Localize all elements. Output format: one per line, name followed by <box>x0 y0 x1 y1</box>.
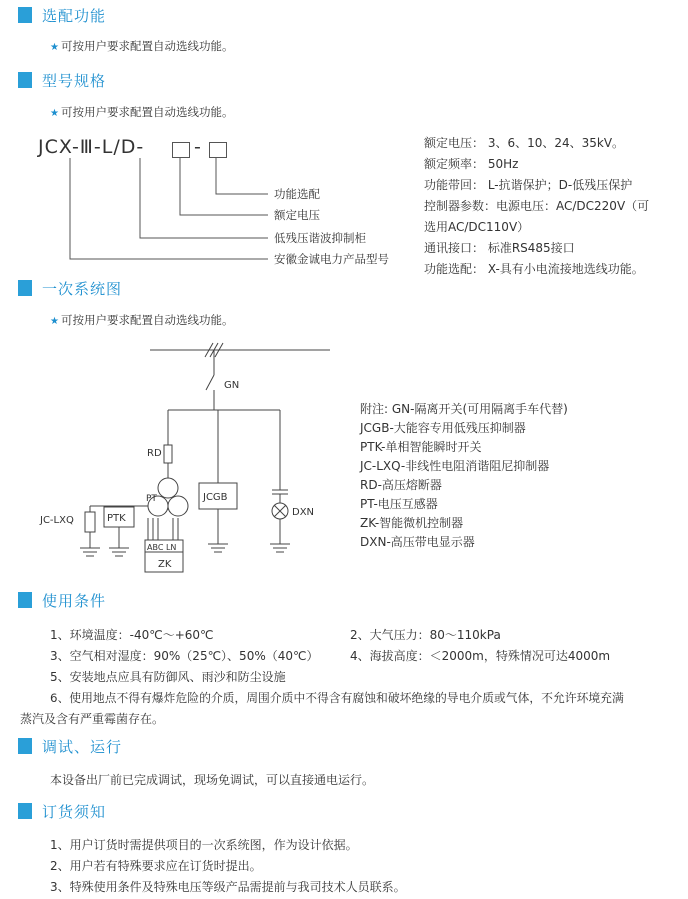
star-icon: ★ <box>50 108 59 119</box>
model-label-cabinet: 低残压谐波抑制柜 <box>274 231 366 245</box>
condition-5: 5、安装地点应具有防御风、雨沙和防尘设施 <box>50 670 286 684</box>
label-dxn: DXN <box>292 507 315 518</box>
section-title-system-diagram: 一次系统图 <box>42 280 123 298</box>
label-zk: ZK <box>158 559 172 570</box>
label-abc-ln: ABC LN <box>147 543 177 552</box>
model-dash: - <box>194 136 202 158</box>
diagram-note <box>50 312 233 328</box>
spec-item: 通讯接口： 标准RS485接口 <box>424 241 575 255</box>
section-title-ordering: 订货须知 <box>42 803 107 821</box>
legend-item: PTK-单相智能瞬时开关 <box>360 440 482 454</box>
label-pt: PT <box>146 494 157 504</box>
legend-item: JCGB-大能容专用低残压抑制器 <box>360 421 526 435</box>
condition-6-cont: 蒸汽及含有严重霉菌存在。 <box>20 712 165 726</box>
diagram-legend <box>360 400 568 552</box>
model-label-voltage: 额定电压 <box>274 208 320 222</box>
section-title-debug: 调试、运行 <box>42 738 123 756</box>
label-ptk: PTK <box>107 513 126 524</box>
system-diagram <box>0 330 360 580</box>
section-title-conditions: 使用条件 <box>42 592 107 610</box>
spec-item: 选用AC/DC110V） <box>424 220 530 234</box>
label-jc-lxq: JC-LXQ <box>40 515 74 526</box>
legend-item: JC-LXQ-非线性电阻消谐阻尼抑制器 <box>360 459 550 473</box>
legend-item: RD-高压熔断器 <box>360 478 442 492</box>
legend-item: DXN-高压带电显示器 <box>360 535 475 549</box>
label-gn: GN <box>224 380 240 391</box>
section-title-options: 选配功能 <box>42 7 107 25</box>
spec-item: 额定频率： 50Hz <box>424 157 519 171</box>
note-text: 可按用户要求配置自动选线功能。 <box>60 105 234 119</box>
label-jcgb: JCGB <box>203 492 228 503</box>
legend-item: ZK-智能微机控制器 <box>360 516 464 530</box>
spec-item: 功能选配： X-具有小电流接地选线功能。 <box>424 262 644 276</box>
note-text: 可按用户要求配置自动选线功能。 <box>60 313 234 327</box>
spec-list <box>424 133 649 280</box>
legend-item: PT-电压互感器 <box>360 497 438 511</box>
section-title-model: 型号规格 <box>42 72 107 90</box>
spec-item: 额定电压： 3、6、10、24、35kV。 <box>424 136 625 150</box>
spec-item: 控制器参数：电源电压：AC/DC220V（可 <box>424 199 650 213</box>
condition-6: 6、使用地点不得有爆炸危险的介质，周围介质中不得含有腐蚀和破坏绝缘的导电介质或气体，不允许环境充满 <box>50 691 624 705</box>
note-text: 可按用户要求配置自动选线功能。 <box>60 39 234 53</box>
model-code: JCX-Ⅲ-L/D- <box>38 136 145 158</box>
section-marker <box>18 280 32 296</box>
section-marker <box>18 803 32 819</box>
star-icon: ★ <box>50 316 59 327</box>
section-marker <box>18 592 32 608</box>
order-item-2: 2、用户若有特殊要求应在订货时提出。 <box>50 859 262 873</box>
order-item-1: 1、用户订货时需提供项目的一次系统图，作为设计依据。 <box>50 838 358 852</box>
condition-1: 1、环境温度：-40℃～+60℃ <box>50 628 214 642</box>
spec-item: 功能带回： L-抗谐保护；D-低残压保护 <box>424 178 633 192</box>
condition-4: 4、海拔高度：＜2000m，特殊情况可达4000m <box>350 649 611 663</box>
condition-2: 2、大气压力：80～110kPa <box>350 628 501 642</box>
label-rd: RD <box>147 448 162 459</box>
star-icon: ★ <box>50 42 59 53</box>
model-label-function: 功能选配 <box>274 187 320 201</box>
debug-text: 本设备出厂前已完成调试，现场免调试，可以直接通电运行。 <box>50 773 375 787</box>
order-item-3: 3、特殊使用条件及特殊电压等级产品需提前与我司技术人员联系。 <box>50 880 406 894</box>
legend-item: 附注: GN-隔离开关(可用隔离手车代替) <box>360 402 568 416</box>
model-label-brand: 安徽金诚电力产品型号 <box>274 252 389 266</box>
section-marker <box>18 738 32 754</box>
condition-3: 3、空气相对湿度：90%（25℃）、50%（40℃） <box>50 649 319 663</box>
